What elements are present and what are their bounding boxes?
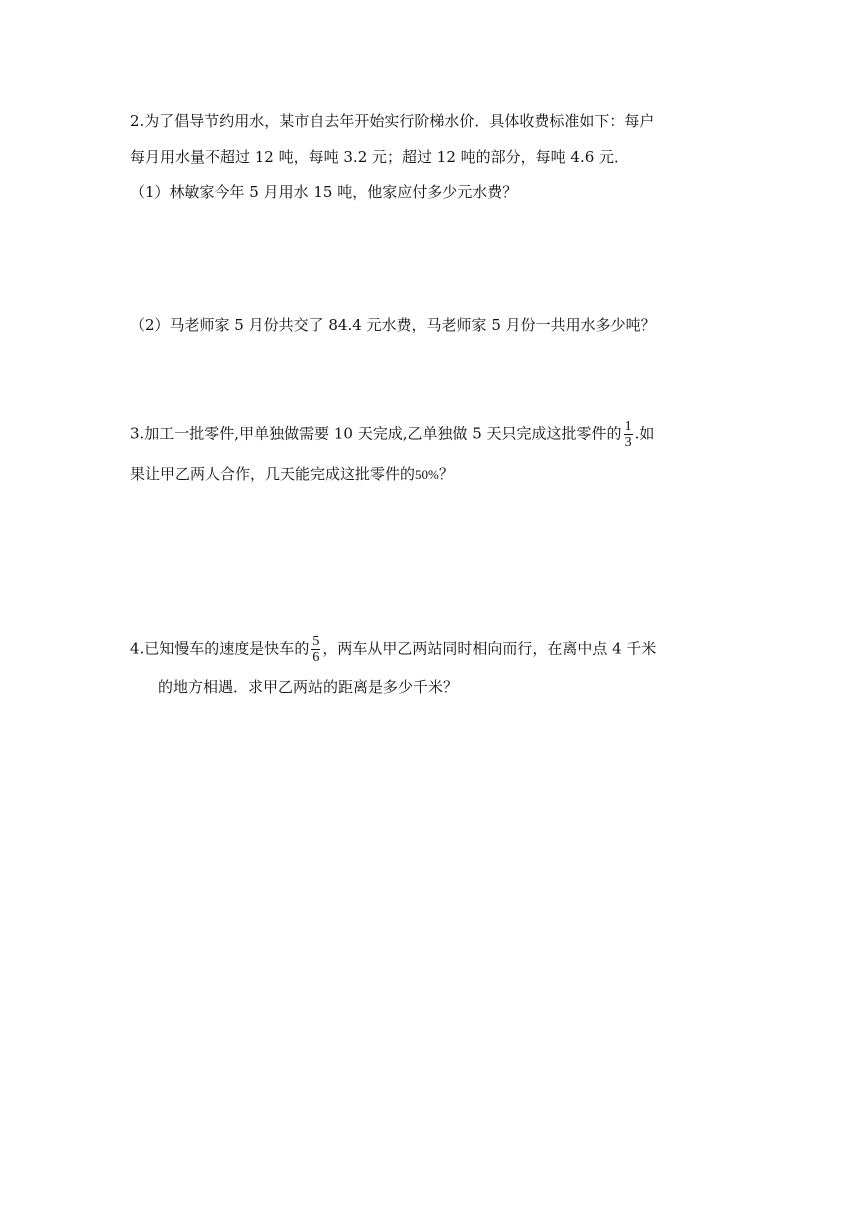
q4-line-2: 的地方相遇．求甲乙两站的距离是多少千米？ <box>158 678 459 696</box>
percent-value: 50% <box>415 467 439 482</box>
q3-line-1 <box>130 419 654 450</box>
q3-line-1-tail: .如 <box>634 424 655 443</box>
q2-subquestion-1: （1）林敏家今年 5 月用水 15 吨，他家应付多少元水费？ <box>130 183 518 201</box>
fraction-denominator: 6 <box>312 650 320 665</box>
q3-line-1-text: 3.加工一批零件,甲单独做需要 10 天完成,乙单独做 5 天只完成这批零件的 <box>130 424 622 443</box>
q2-line-2: 每月用水量不超过 12 吨，每吨 3.2 元；超过 12 吨的部分，每吨 4.6 元． <box>130 148 630 166</box>
q4-line-1 <box>130 634 656 665</box>
fraction-numerator: 1 <box>624 419 632 434</box>
q3-line-2 <box>130 463 454 486</box>
q4-line-1-tail: ，两车从甲乙两站同时相向而行，在离中点 4 千米 <box>322 639 657 658</box>
q2-line-1: 2.为了倡导节约用水，某市自去年开始实行阶梯水价．具体收费标准如下：每户 <box>130 112 655 130</box>
q3-line-2-text: 果让甲乙两人合作，几天能完成这批零件的 <box>130 465 416 483</box>
fraction-five-sixths <box>311 634 320 665</box>
fraction-one-third <box>624 419 633 450</box>
q4-line-1-text: 4.已知慢车的速度是快车的 <box>130 639 310 658</box>
q2-subquestion-2: （2）马老师家 5 月份共交了 84.4 元水费，马老师家 5 月份一共用水多少吨？ <box>130 316 656 334</box>
fraction-numerator: 5 <box>312 634 320 649</box>
q3-line-2-tail: ？ <box>438 465 454 483</box>
fraction-denominator: 3 <box>624 435 632 450</box>
